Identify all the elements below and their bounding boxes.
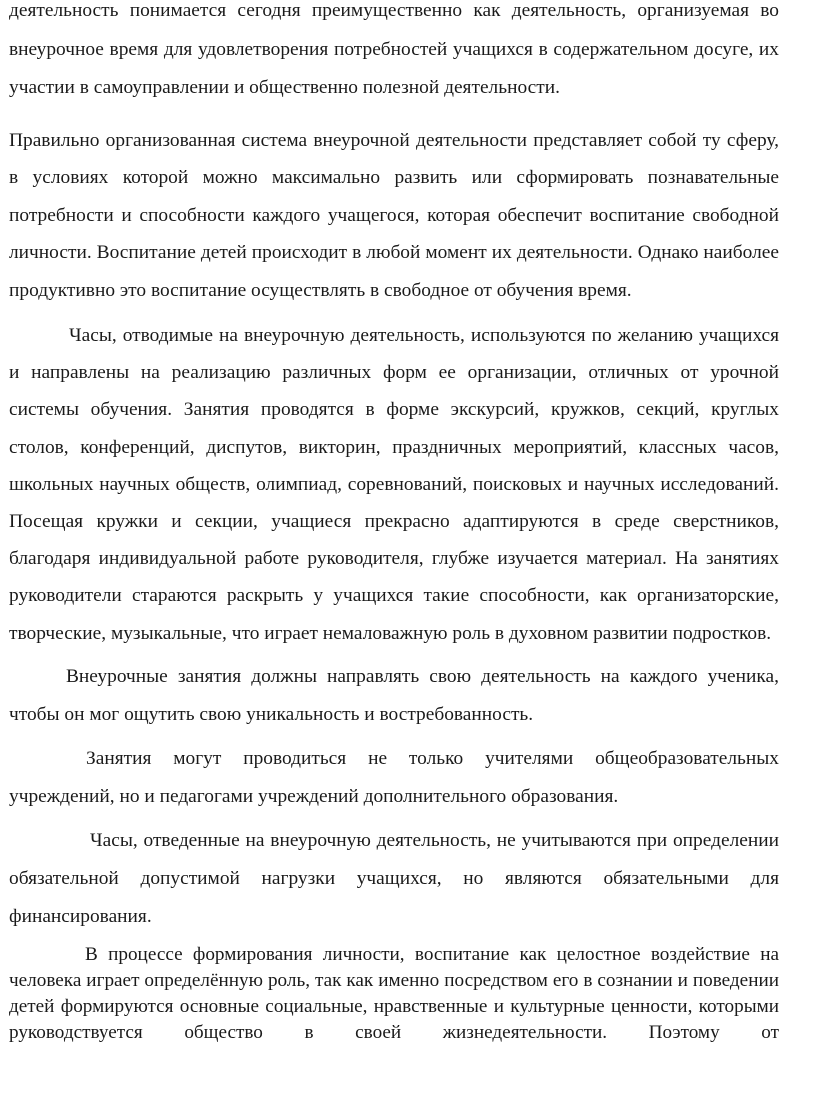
paragraph-4: Внеурочные занятия должны направлять свою деятельность на каждого ученика, чтобы он мог ощутить свою уникальность и востребованность. [9, 665, 779, 725]
paragraph-7: В процессе формирования личности, воспитание как целостное воздействие на человека играет определённую роль, так как именно посредством его в сознании и поведении детей формируются основные социальные, нравственные и культурные ценности, которыми руководствуется общество в своей жизнедеятельности. Поэтому от [9, 943, 779, 1043]
paragraph-3: Часы, отводимые на внеурочную деятельность, используются по желанию учащихся и направлены на реализацию различных форм ее организации, отличных от урочной системы обучения. Занятия проводятся в форме экскурсий, кружков, секций, круглых столов, конференций, диспутов, викторин, праздничных мероприятий, классных часов, школьных научных обществ, олимпиад, соревнований, поисковых и научных исследований. Посещая кружки и секции, учащиеся прекрасно адаптируются в среде сверстников, благодаря индивидуальной работе руководителя, глубже изучается материал. На занятиях руководители стараются раскрыть у учащихся такие способности, как организаторские, творческие, музыкальные, что играет немаловажную роль в духовном развитии подростков. [9, 325, 779, 644]
document-page [9, 0, 779, 1046]
paragraph-1: деятельность понимается сегодня преимущественно как деятельность, организуемая во внеурочное время для удовлетворения потребностей учащихся в содержательном досуге, их участии в самоуправлении и общественно полезной деятельности. [9, 0, 779, 98]
paragraph-6: Часы, отведенные на внеурочную деятельность, не учитываются при определении обязательной допустимой нагрузки учащихся, но являются обязательными для финансирования. [9, 829, 779, 927]
paragraph-5: Занятия могут проводиться не только учителями общеобразовательных учреждений, но и педагогами учреждений дополнительного образования. [9, 747, 779, 807]
paragraph-2: Правильно организованная система внеурочной деятельности представляет собой ту сферу, в условиях которой можно максимально развить или сформировать познавательные потребности и способности каждого учащегося, которая обеспечит воспитание свободной личности. Воспитание детей происходит в любой момент их деятельности. Однако наиболее продуктивно это воспитание осуществлять в свободное от обучения время. [9, 129, 779, 301]
